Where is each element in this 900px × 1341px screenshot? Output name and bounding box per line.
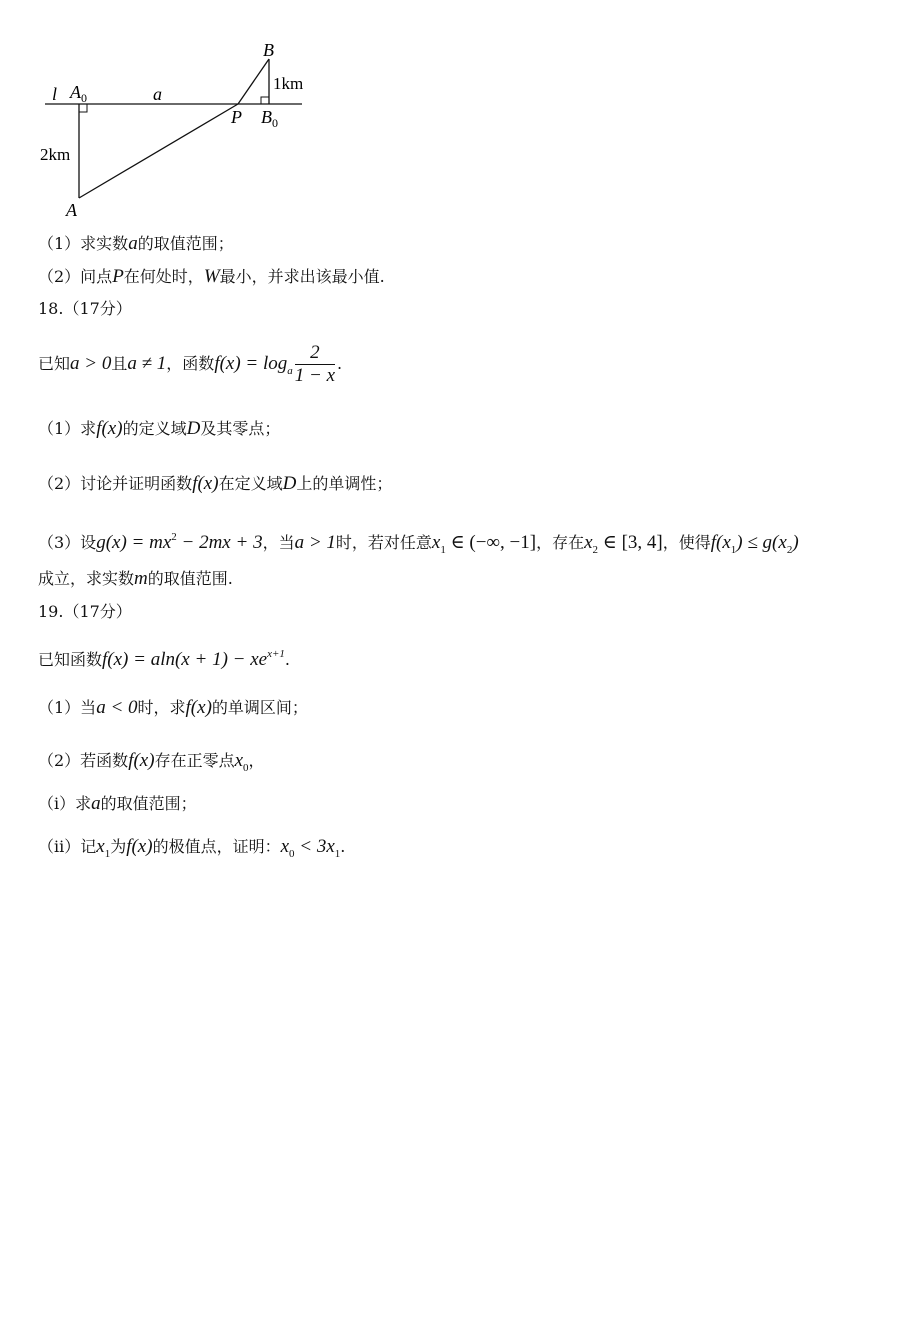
label-a: a	[153, 84, 162, 104]
q18-part-2: （2）讨论并证明函数f(x)在定义域D上的单调性；	[38, 473, 393, 494]
label-A: A	[66, 200, 77, 220]
q18-part-3-line2: 成立，求实数m的取值范围.	[38, 568, 233, 589]
segment-A-P	[79, 104, 238, 198]
label-P: P	[231, 107, 242, 127]
geometry-figure	[30, 30, 350, 250]
right-angle-B0	[261, 97, 269, 104]
q18-part-3: （3）设$g(x) = mx^2 - 2mx + 3$，当a > 1时，若对任意$x_1$ ∈ (−∞, −1]，存在$x_2$ ∈ [3, 4]，使得$f(x_1) \le g(x_2)$	[38, 531, 799, 556]
label-A0: $A_0$	[70, 82, 87, 105]
label-B: B	[263, 40, 274, 60]
q18-fraction: $\frac{2}{1 - x}$	[294, 342, 336, 386]
q19-part-1: （1）当a < 0时，求f(x)的单调区间；	[38, 697, 308, 718]
label-l: l	[52, 84, 58, 104]
q18-header: 18.（17分）	[38, 299, 132, 318]
q17-part-2: （2）问点P在何处时，W最小，并求出该最小值.	[38, 266, 385, 287]
right-angle-A0	[79, 104, 87, 112]
q19-part-2-i: （i）求a的取值范围；	[38, 793, 197, 814]
label-1km: 1km	[273, 74, 304, 93]
q19-part-2: （2）若函数f(x)存在正零点$x_0$，	[38, 750, 265, 774]
q19-header: 19.（17分）	[38, 602, 132, 621]
label-2km: 2km	[40, 145, 71, 164]
q19-part-2-ii: （ii）记$x_1$为f(x)的极值点，证明：$x_0 < 3x_1$.	[38, 836, 346, 860]
q18-intro: 已知a > 0且a ≠ 1，函数$f(x) = \log_a$ $\frac{2}{1 - x}$ .	[38, 342, 343, 386]
label-B0: $B_0$	[261, 107, 278, 130]
q18-part-1: （1）求f(x)的定义域D及其零点；	[38, 418, 281, 439]
q17-part-1: （1）求实数a的取值范围；	[38, 233, 234, 254]
q19-intro: 已知函数$f(x) = aln(x + 1) - xe^{x+1}$.	[38, 648, 290, 670]
